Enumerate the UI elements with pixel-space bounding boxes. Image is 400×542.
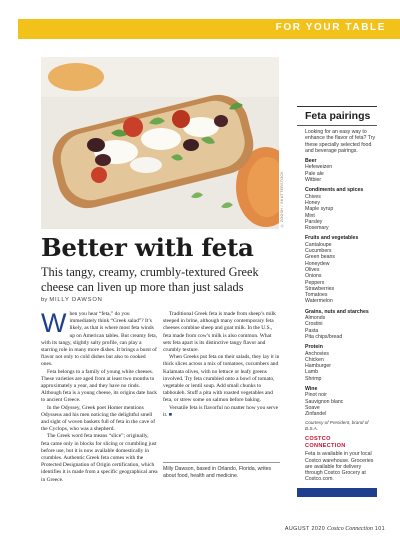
pairing-item: Tomatoes (305, 292, 328, 299)
article-paragraph: When Greeks put feta on their salads, they lay it in thick slices across a mix of tomatoes, cucumbers and Kalamata olives, with no lettuce or leafy greens involved. Try feta crumbled onto a bowl of tomato, vegetable or lentil soup. Add small chunks to tabbouleh. Stuff a pita with roasted vegetables and feta, or strew some on salmon before baking. (163, 354, 280, 404)
article-paragraph: Feta belongs to a family of young white cheeses. These varieties are aged from at least two months to approximately a year, and they have no rinds. Although feta is a young cheese, its origins date back to ancient Greece. (41, 368, 157, 404)
costco-connection-logo (305, 436, 377, 449)
pairing-item: Honey (305, 199, 320, 206)
article-paragraph: In the Odyssey, Greek poet Homer mentions Odysseus and his men noticing the delightful smell and sight of woven baskets full of feta in the cave of the Cyclops, who was a shepherd. (41, 404, 156, 433)
bio-divider (163, 462, 280, 463)
pairing-category: Condiments and spices (305, 187, 364, 194)
pairing-category: Wine (305, 385, 318, 392)
pairing-item: Mint (305, 212, 315, 219)
section-banner (18, 19, 400, 39)
article-headline: Better with feta (41, 233, 254, 262)
pairing-item: Anchovies (305, 350, 329, 357)
pairing-item: Hefeweizen (305, 164, 333, 171)
article-column-2 (163, 311, 280, 419)
pairing-item: Strawberries (305, 285, 335, 292)
pairing-category: Grains, nuts and starches (305, 308, 369, 315)
pairing-item: Cantaloupe (305, 241, 332, 248)
pairing-item: Hamburger (305, 363, 331, 370)
feta-toast-photo (41, 57, 279, 229)
pairing-item: Onions (305, 273, 322, 280)
article-paragraph: When you hear “feta,” do you immediately think “Greek salad”? It’s likely, as that is where most feta winds up on American tables. But creamy feta, with its tangy, slightly salty profile, can play a starring role in many more dishes. It brings a burst of flavor not only to cold dishes but also to cooked ones. (41, 308, 158, 368)
pairing-item: Olives (305, 266, 320, 273)
pairing-item: Maple syrup (305, 206, 334, 213)
sidebar-title: Feta pairings (305, 110, 371, 122)
magazine-name: Costco Connection (327, 526, 373, 532)
end-mark: ■ (168, 411, 173, 418)
pairing-item: Peppers (305, 279, 325, 286)
photo-illustration (41, 57, 279, 229)
pairing-item: Shrimp (305, 375, 322, 382)
author-name: MILLY DAWSON (49, 297, 103, 303)
sidebar-accent-bar (297, 488, 377, 497)
sidebar-divider (297, 125, 377, 126)
pairings-list (305, 158, 377, 417)
logo-line-1: COSTCO (305, 436, 331, 443)
section-label: FOR YOUR TABLE (275, 22, 386, 33)
pairing-item: Chives (305, 193, 321, 200)
pairing-item: Pita chips/bread (305, 333, 343, 340)
author-bio: Milly Dawson, based in Orlando, Florida, writes about food, health and medicine. (163, 466, 272, 479)
pairing-item: Sauvignon blanc (305, 398, 344, 405)
pairing-item: Watermelon (305, 298, 333, 305)
issue-date: AUGUST 2020 (284, 526, 326, 532)
pairing-item: Rosemary (305, 225, 329, 232)
pairing-category: Beer (305, 158, 317, 165)
byline (41, 297, 103, 303)
pairing-item: Pale ale (305, 170, 324, 177)
pairing-item: Pasta (305, 327, 319, 334)
page-number: 101 (374, 526, 385, 532)
photo-credit: © ZOOSH / SHUTTERSTOCK (280, 171, 284, 228)
pairing-item: Lamb (305, 369, 318, 376)
article-paragraph: Traditional Greek feta is made from sheep’s milk steeped in brine, although many contemporary feta cheeses combine sheep and goat milk. In the U.S., feta made from cow’s milk is also common. What sets feta apart is its distinctive tangy flavor and crumbly texture. (163, 311, 276, 354)
pairing-item: Honeydew (305, 260, 330, 267)
pairing-item: Witbier (305, 177, 322, 184)
article-paragraph: The Greek word feta means “slice”; originally, feta came only in blocks for slicing or crumbling just before use, but it is now available domestically in crumbles. Authentic Greek feta comes with the Protected Designation of Origin certification, which identifies it is made from a specific geographical area in Greece. (41, 433, 158, 483)
pairing-item: Crostini (305, 321, 323, 328)
sidebar-courtesy: Courtesy of President, brand of B.S.A. (305, 420, 369, 431)
pairing-category: Fruits and vegetables (305, 235, 359, 242)
drop-cap: W (41, 308, 67, 338)
pairing-item: Cucumbers (305, 248, 332, 255)
sidebar-top-rule (297, 106, 377, 107)
article-paragraph: Versatile feta is flavorful no matter how you serve it. ■ (163, 404, 279, 418)
pairing-item: Almonds (305, 315, 326, 322)
pairing-item: Zinfandel (305, 411, 327, 418)
article-column-1 (41, 308, 158, 484)
page-footer (285, 526, 385, 532)
availability-note: Feta is available in your local Costco warehouse. Groceries are available for delivery through Costco Grocery at Costco.com. (305, 451, 374, 483)
pairing-item: Green beans (305, 254, 335, 261)
pairing-item: Pinot noir (305, 392, 327, 399)
pairing-category: Protein (305, 344, 323, 351)
pairing-item: Chicken (305, 356, 324, 363)
byline-prefix: by (41, 297, 48, 303)
pairing-item: Soave (305, 404, 320, 411)
pairings-sidebar (297, 110, 377, 483)
sidebar-intro: Looking for an easy way to enhance the flavor of feta? Try these specially selected food and beverage pairings. (305, 129, 376, 154)
article-deck: This tangy, creamy, crumbly-textured Greek cheese can liven up more than just salads (41, 265, 259, 294)
logo-line-2: CONNECTION (305, 442, 346, 449)
pairing-item: Parsley (305, 218, 323, 225)
